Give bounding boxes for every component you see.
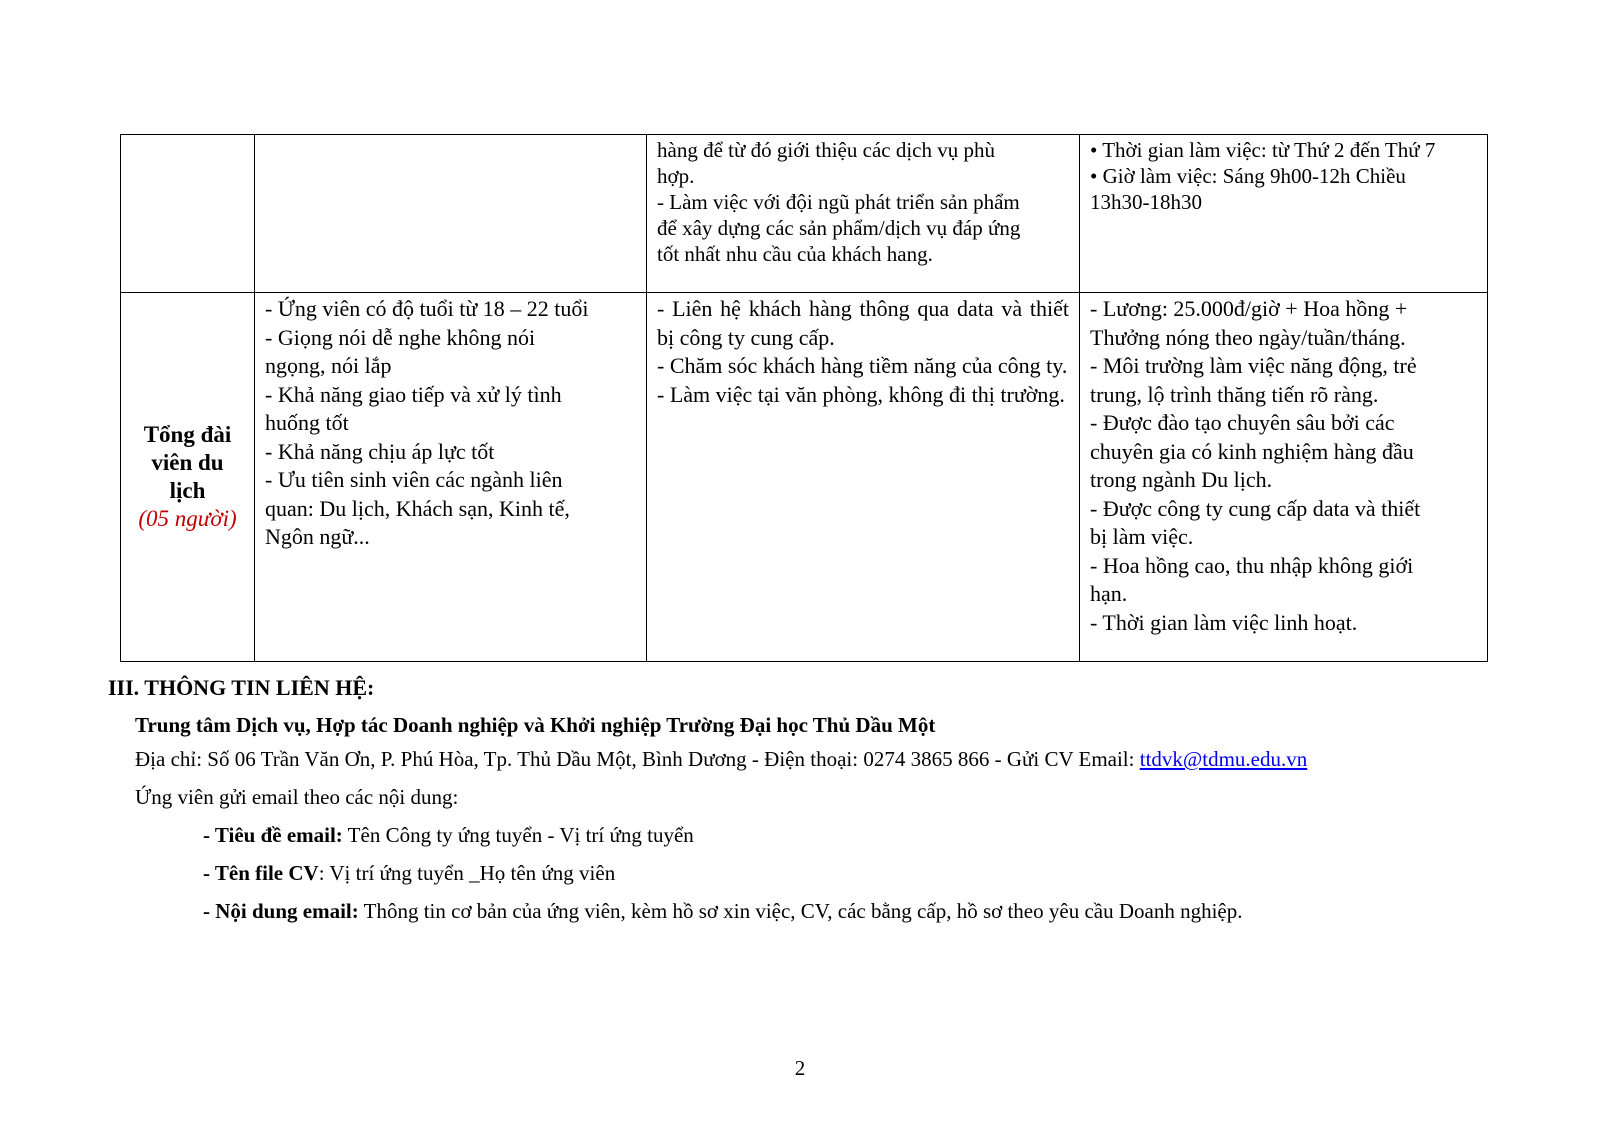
text-line: để xây dựng các sản phẩm/dịch vụ đáp ứng bbox=[657, 216, 1021, 240]
text-line: 13h30-18h30 bbox=[1090, 190, 1202, 214]
text-line: hạn. bbox=[1090, 581, 1128, 606]
contact-address bbox=[135, 747, 1307, 772]
position-count: (05 người) bbox=[138, 506, 237, 531]
text-line: quan: Du lịch, Khách sạn, Kinh tế, bbox=[265, 495, 570, 521]
email-link[interactable]: ttdvk@tdmu.edu.vn bbox=[1139, 747, 1308, 771]
position-title-line: Tổng đài bbox=[143, 422, 232, 447]
text-line: - Khả năng chịu áp lực tốt bbox=[265, 438, 495, 464]
cell-description bbox=[647, 293, 1080, 662]
email-item-content bbox=[203, 899, 1242, 924]
email-item-subject bbox=[203, 823, 694, 848]
email-instructions-intro: Ứng viên gửi email theo các nội dung: bbox=[135, 785, 459, 809]
item-label: - Tiêu đề email: bbox=[203, 823, 343, 847]
text-paragraph: - Chăm sóc khách hàng tiềm năng của công ty. bbox=[657, 353, 1068, 378]
section-heading: III. THÔNG TIN LIÊN HỆ: bbox=[108, 675, 375, 700]
item-text: Thông tin cơ bản của ứng viên, kèm hồ sơ xin việc, CV, các bằng cấp, hồ sơ theo yêu cầu Doanh nghiệp. bbox=[358, 899, 1243, 923]
text-line: chuyên gia có kinh nghiệm hàng đầu bbox=[1090, 438, 1414, 464]
organization-name: Trung tâm Dịch vụ, Hợp tác Doanh nghiệp và Khởi nghiệp Trường Đại học Thủ Dầu Một bbox=[135, 713, 936, 737]
text-line: - Môi trường làm việc năng động, trẻ bbox=[1090, 353, 1417, 378]
text-line: - Được đào tạo chuyên sâu bởi các bbox=[1090, 410, 1395, 435]
text-line: - Giọng nói dễ nghe không nói bbox=[265, 324, 536, 350]
text-line: hàng để từ đó giới thiệu các dịch vụ phù bbox=[657, 138, 995, 162]
cell-requirements-empty bbox=[255, 135, 647, 293]
cell-requirements bbox=[255, 293, 647, 662]
item-label: - Nội dung email: bbox=[203, 899, 359, 923]
text-line: - Làm việc với đội ngũ phát triển sản phẩm bbox=[657, 190, 1020, 214]
text-line: - Ưu tiên sinh viên các ngành liên bbox=[265, 467, 563, 492]
text-line: ngọng, nói lắp bbox=[265, 353, 392, 378]
table-row-operator bbox=[121, 293, 1488, 662]
text-line: - Thời gian làm việc linh hoạt. bbox=[1090, 609, 1358, 635]
item-text: Tên Công ty ứng tuyển - Vị trí ứng tuyển bbox=[342, 823, 694, 847]
page-number: 2 bbox=[794, 1056, 806, 1080]
text-line: bị làm việc. bbox=[1090, 524, 1194, 549]
text-paragraph: - Làm việc tại văn phòng, không đi thị trường. bbox=[657, 381, 1065, 407]
item-text: : Vị trí ứng tuyển _Họ tên ứng viên bbox=[318, 861, 616, 885]
text-line: trung, lộ trình thăng tiến rõ ràng. bbox=[1090, 381, 1379, 407]
text-line: - Được công ty cung cấp data và thiết bbox=[1090, 495, 1421, 521]
text-line: hợp. bbox=[657, 164, 695, 188]
cell-benefits bbox=[1080, 293, 1488, 662]
cell-description bbox=[647, 135, 1080, 293]
text-line: - Khả năng giao tiếp và xử lý tình bbox=[265, 381, 562, 407]
cell-position-empty bbox=[121, 135, 255, 293]
text-line: - Lương: 25.000đ/giờ + Hoa hồng + bbox=[1090, 296, 1408, 321]
text-line: Ngôn ngữ... bbox=[265, 524, 370, 549]
text-paragraph: - Liên hệ khách hàng thông qua data và thiết bị công ty cung cấp. bbox=[657, 296, 1069, 350]
job-table bbox=[120, 134, 1488, 662]
address-text: Địa chỉ: Số 06 Trần Văn Ơn, P. Phú Hòa, Tp. Thủ Dầu Một, Bình Dương - Điện thoại: 0274 3865 866 - Gửi CV Email: bbox=[135, 747, 1140, 771]
text-line: Thưởng nóng theo ngày/tuần/tháng. bbox=[1090, 324, 1406, 350]
text-line: • Thời gian làm việc: từ Thứ 2 đến Thứ 7 bbox=[1090, 138, 1436, 162]
item-label: - Tên file CV bbox=[203, 861, 319, 885]
text-line: - Ứng viên có độ tuổi từ 18 – 22 tuổi bbox=[265, 296, 589, 321]
position-title-line: viên du bbox=[151, 450, 224, 475]
text-line: • Giờ làm việc: Sáng 9h00-12h Chiều bbox=[1090, 164, 1406, 188]
cell-position bbox=[121, 293, 255, 662]
text-line: trong ngành Du lịch. bbox=[1090, 467, 1273, 492]
email-item-filename bbox=[203, 861, 615, 886]
cell-benefits bbox=[1080, 135, 1488, 293]
text-line: huống tốt bbox=[265, 410, 349, 435]
table-row-continued bbox=[121, 135, 1488, 293]
text-line: tốt nhất nhu cầu của khách hang. bbox=[657, 242, 933, 266]
text-line: - Hoa hồng cao, thu nhập không giới bbox=[1090, 552, 1414, 578]
position-title-line: lịch bbox=[169, 478, 206, 503]
